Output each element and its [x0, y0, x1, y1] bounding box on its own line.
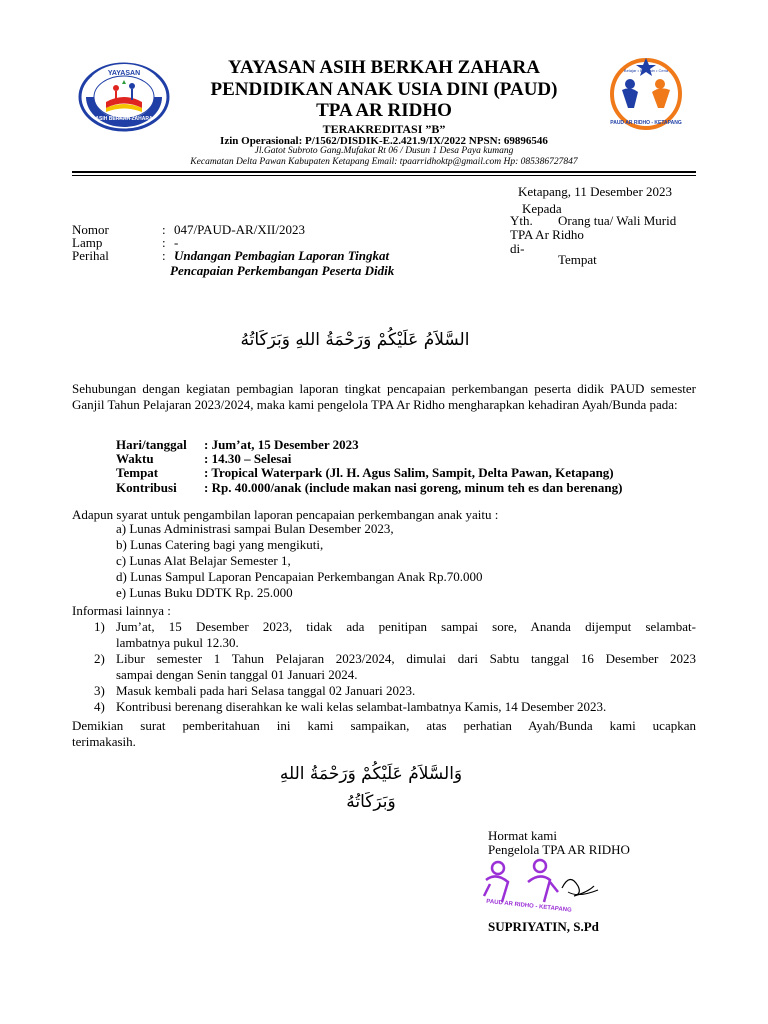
permit-line: Izin Operasional: P/1562/DISDIK-E.2.421.9/IX/2022 NPSN: 69896546 — [220, 135, 548, 147]
lamp-colon: : — [162, 235, 166, 250]
nomor-label: Nomor — [72, 222, 109, 237]
lamp-label: Lamp — [72, 235, 103, 250]
detail-row — [116, 480, 716, 495]
info-list — [94, 619, 696, 715]
place-date: Ketapang, 11 Desember 2023 — [518, 184, 673, 199]
address-line-1: Jl.Gatot Subroto Gang.Mufakat Rt 06 / Dusun 1 Desa Paya kumang — [254, 146, 514, 156]
requirements-list — [116, 521, 482, 601]
address-line-2: Kecamatan Delta Pawan Kabupaten Ketapang Email: tpaarridhoktp@gmail.com Hp: 085386727847 — [190, 157, 578, 167]
info-number: 3) — [94, 683, 105, 698]
foundation-logo-top-text: YAYASAN — [107, 70, 141, 77]
closing-line-2: terimakasih. — [72, 734, 136, 749]
detail-row — [116, 465, 716, 480]
to-line-3: di- — [510, 241, 525, 256]
perihal-colon: : — [162, 248, 166, 263]
detail-label: Tempat — [116, 465, 159, 480]
info-line: lambatnya pukul 12.30. — [116, 635, 239, 650]
info-line: Masuk kembali pada hari Selasa tanggal 02 Januari 2023. — [116, 683, 416, 698]
stamp-text: PAUD AR RIDHO - KETAPANG — [485, 898, 572, 914]
signer-name: SUPRIYATIN, S.Pd — [488, 919, 599, 934]
detail-row — [116, 451, 716, 465]
to-line-2: TPA Ar Ridho — [510, 227, 584, 242]
school-stamp — [478, 852, 610, 922]
info-line: Jum’at, 15 Desember 2023, tidak ada penitipan sampai sore, Ananda dijemput selambat- — [116, 619, 696, 634]
sign-respect: Hormat kami — [488, 828, 557, 843]
perihal-label: Perihal — [72, 248, 109, 263]
detail-label: Kontribusi — [116, 480, 177, 495]
nomor-value: 047/PAUD-AR/XII/2023 — [174, 222, 305, 237]
requirement-item: e) Lunas Buku DDTK Rp. 25.000 — [116, 585, 293, 600]
requirement-item: a) Lunas Administrasi sampai Bulan Desember 2023, — [116, 521, 394, 536]
info-intro: Informasi lainnya : — [72, 603, 171, 618]
header-divider-thick — [72, 171, 696, 173]
to-line-4: Tempat — [558, 252, 597, 267]
salam-closing: وَالسَّلاَمُ عَلَيْكُمْ وَرَحْمَةُ اللهِ وَبَرَكَاتُهُ — [279, 764, 463, 812]
info-line: Libur semester 1 Tahun Pelajaran 2023/2024, dimulai dari Sabtu tanggal 16 Desember 2023 — [116, 651, 696, 666]
info-number: 1) — [94, 619, 105, 634]
detail-value: : Rp. 40.000/anak (include makan nasi goreng, minum teh es dan berenang) — [204, 480, 623, 495]
detail-label: Hari/tanggal — [116, 437, 187, 452]
detail-row — [116, 437, 716, 451]
detail-label: Waktu — [116, 451, 154, 466]
info-item — [94, 619, 696, 651]
school-logo-tagline: Belajar • Bermain • Ceria — [623, 68, 669, 73]
info-line: Kontribusi berenang diserahkan ke wali kelas selambat-lambatnya Kamis, 14 Desember 2023. — [116, 699, 607, 714]
lamp-value: - — [174, 235, 179, 250]
salam-opening: السَّلاَمُ عَلَيْكُمْ وَرَحْمَةُ اللهِ وَبَرَكَاتُهُ — [240, 330, 470, 350]
foundation-logo-bottom-text: ASIH BERKAH ZAHARA — [95, 116, 153, 122]
requirements-intro: Adapun syarat untuk pengambilan laporan pencapaian perkembangan anak yaitu : — [72, 507, 499, 522]
closing-line-1: Demikian surat pemberitahuan ini kami sampaikan, atas perhatian Ayah/Bunda kami ucapkan — [72, 718, 696, 733]
foundation-name: YAYASAN ASIH BERKAH ZAHARA — [227, 57, 540, 78]
detail-value: : Jum’at, 15 Desember 2023 — [204, 437, 359, 452]
info-number: 4) — [94, 699, 105, 714]
to-yth: Yth. — [510, 213, 533, 228]
to-recipient: Orang tua/ Wali Murid — [558, 213, 677, 228]
info-item — [94, 683, 696, 699]
institution-name: TPA AR RIDHO — [316, 100, 452, 121]
accreditation: TERAKREDITASI ”B” — [322, 122, 446, 136]
info-item — [94, 699, 696, 715]
info-number: 2) — [94, 651, 105, 666]
perihal-line-2: Pencapaian Perkembangan Peserta Didik — [170, 263, 395, 278]
school-logo-text: PAUD AR RIDHO - KETAPANG — [610, 120, 682, 126]
requirement-item: d) Lunas Sampul Laporan Pencapaian Perkembangan Anak Rp.70.000 — [116, 569, 483, 584]
perihal-line-1: Undangan Pembagian Laporan Tingkat — [174, 248, 390, 263]
requirement-item: c) Lunas Alat Belajar Semester 1, — [116, 553, 291, 568]
info-line: sampai dengan Senin tanggal 01 Januari 2024. — [116, 667, 358, 682]
to-label: Kepada — [522, 201, 562, 216]
detail-value: : 14.30 – Selesai — [204, 451, 292, 466]
event-details — [116, 437, 716, 495]
intro-paragraph: Sehubungan dengan kegiatan pembagian laporan tingkat pencapaian perkembangan peserta didik PAUD semester Ganjil Tahun Pelajaran 2023/2024, maka kami pengelola TPA Ar Ridho mengharapkan kehadiran Ayah/Bunda pada: — [72, 381, 696, 412]
sign-role: Pengelola TPA AR RIDHO — [488, 842, 630, 857]
requirement-item: b) Lunas Catering bagi yang mengikuti, — [116, 537, 324, 552]
header-divider-thin — [72, 175, 696, 176]
info-item — [94, 651, 696, 683]
nomor-colon: : — [162, 222, 166, 237]
school-name: PENDIDIKAN ANAK USIA DINI (PAUD) — [210, 79, 558, 100]
detail-value: : Tropical Waterpark (Jl. H. Agus Salim, Sampit, Delta Pawan, Ketapang) — [204, 465, 614, 480]
